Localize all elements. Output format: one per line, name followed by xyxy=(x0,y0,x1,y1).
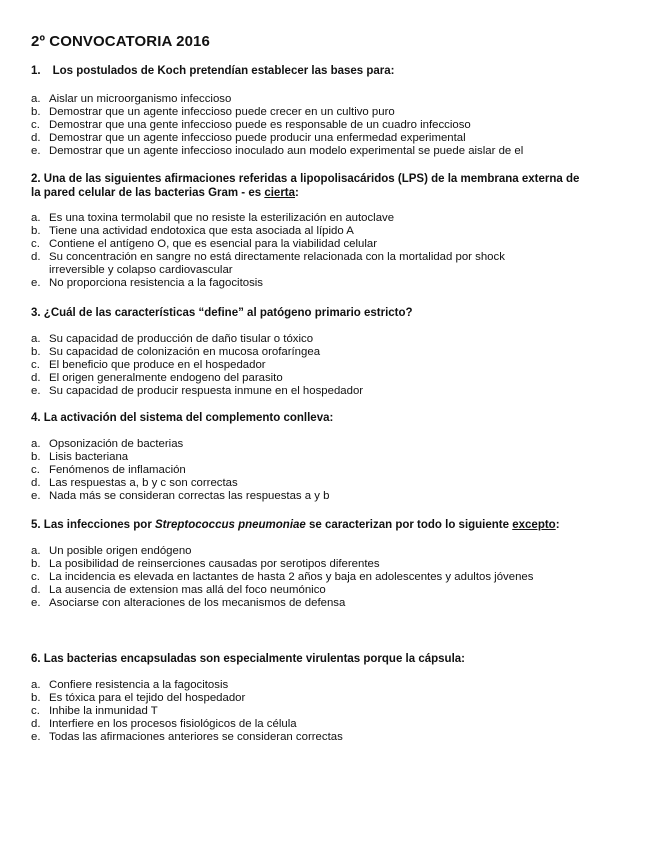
option-a: a. Su capacidad de producción de daño tisular o tóxico xyxy=(31,333,314,345)
question-2 xyxy=(31,172,591,290)
question-number: 5. xyxy=(31,519,41,531)
options-list xyxy=(31,93,591,158)
option-c: c. Inhibe la inmunidad T xyxy=(31,705,158,717)
option-e: e. Todas las afirmaciones anteriores se consideran correctas xyxy=(31,731,343,743)
option-b: b. Es tóxica para el tejido del hospedador xyxy=(31,692,246,704)
option-b: b. Lisis bacteriana xyxy=(31,451,129,463)
option-a: a. Aislar un microorganismo infeccioso xyxy=(31,93,232,105)
emphasis-word: cierta xyxy=(264,187,296,199)
question-stem: La activación del sistema del complemento conlleva: xyxy=(43,412,334,424)
options-list xyxy=(31,212,591,290)
options-list xyxy=(31,333,591,398)
question-number: 3. xyxy=(31,307,41,319)
species-name: Streptococcus pneumoniae xyxy=(155,519,306,531)
options-list xyxy=(31,438,591,503)
question-4-text xyxy=(31,411,591,425)
options-list xyxy=(31,545,591,610)
option-a: a. Confiere resistencia a la fagocitosis xyxy=(31,679,229,691)
question-1 xyxy=(31,64,591,158)
option-c: c. Demostrar que una gente infeccioso puede es responsable de un cuadro infeccioso xyxy=(31,119,471,131)
option-d: d. Las respuestas a, b y c son correctas xyxy=(31,477,238,489)
option-b: b. La posibilidad de reinserciones causadas por serotipos diferentes xyxy=(31,558,380,570)
option-b: b. Demostrar que un agente infeccioso puede crecer en un cultivo puro xyxy=(31,106,395,118)
question-5-text: 5. Las infecciones por Streptococcus pneumoniae se caracterizan por todo lo siguiente excepto: xyxy=(31,519,560,531)
question-4 xyxy=(31,411,591,503)
page-title: 2º CONVOCATORIA 2016 xyxy=(31,33,210,50)
question-stem: Las bacterias encapsuladas son especialmente virulentas porque la cápsula: xyxy=(43,653,465,665)
option-c: c. Contiene el antígeno O, que es esencial para la viabilidad celular xyxy=(31,238,378,250)
option-a: a. Un posible origen endógeno xyxy=(31,545,192,557)
option-d: d. Demostrar que un agente infeccioso puede producir una enfermedad experimental xyxy=(31,132,466,144)
options-list xyxy=(31,679,591,744)
question-5 xyxy=(31,518,591,610)
question-number: 2. xyxy=(31,173,41,185)
question-1-text xyxy=(31,64,591,78)
question-stem: Las infecciones por xyxy=(43,519,155,531)
option-e: e. No proporciona resistencia a la fagocitosis xyxy=(31,277,264,289)
question-3-text xyxy=(31,306,591,320)
option-d: d. Interfiere en los procesos fisiológicos de la célula xyxy=(31,718,297,730)
option-c: c. La incidencia es elevada en lactantes de hasta 2 años y baja en adolescentes y adultos jóvenes xyxy=(31,571,534,583)
option-d: d. El origen generalmente endogeno del parasito xyxy=(31,372,283,384)
question-number: 6. xyxy=(31,653,41,665)
option-a: a. Opsonización de bacterias xyxy=(31,438,184,450)
question-3 xyxy=(31,306,591,398)
option-c: c. El beneficio que produce en el hospedador xyxy=(31,359,266,371)
option-e: e. Su capacidad de producir respuesta inmune en el hospedador xyxy=(31,385,364,397)
option-e: e. Asociarse con alteraciones de los mecanismos de defensa xyxy=(31,597,346,609)
question-6 xyxy=(31,652,591,744)
option-d: d. La ausencia de extension mas allá del foco neumónico xyxy=(31,584,326,596)
question-number: 4. xyxy=(31,412,41,424)
question-stem: Una de las siguientes afirmaciones referidas a lipopolisacáridos (LPS) de la membrana externa de la pared celular de las bacterias Gram - es xyxy=(31,173,580,199)
option-b: b. Su capacidad de colonización en mucosa orofaríngea xyxy=(31,346,321,358)
option-b: b. Tiene una actividad endotoxica que esta asociada al lípido A xyxy=(31,225,354,237)
question-stem: Los postulados de Koch pretendían establecer las bases para: xyxy=(52,65,395,77)
question-6-text xyxy=(31,652,591,666)
option-a: a. Es una toxina termolabil que no resiste la esterilización en autoclave xyxy=(31,212,395,224)
option-c: c. Fenómenos de inflamación xyxy=(31,464,186,476)
option-d: d. Su concentración en sangre no está directamente relacionada con la mortalidad por shock irreversible y colapso cardiovascular xyxy=(31,251,505,276)
option-e: e. Nada más se consideran correctas las respuestas a y b xyxy=(31,490,330,502)
emphasis-word: excepto xyxy=(512,519,556,531)
question-2-text: 2. Una de las siguientes afirmaciones referidas a lipopolisacáridos (LPS) de la membrana externa de la pared celular de las bacterias Gram - es cierta: xyxy=(31,173,580,199)
question-number: 1. xyxy=(31,65,41,77)
question-stem: ¿Cuál de las características “define” al patógeno primario estricto? xyxy=(43,307,413,319)
option-e: e. Demostrar que un agente infeccioso inoculado aun modelo experimental se puede aislar de el xyxy=(31,145,524,157)
